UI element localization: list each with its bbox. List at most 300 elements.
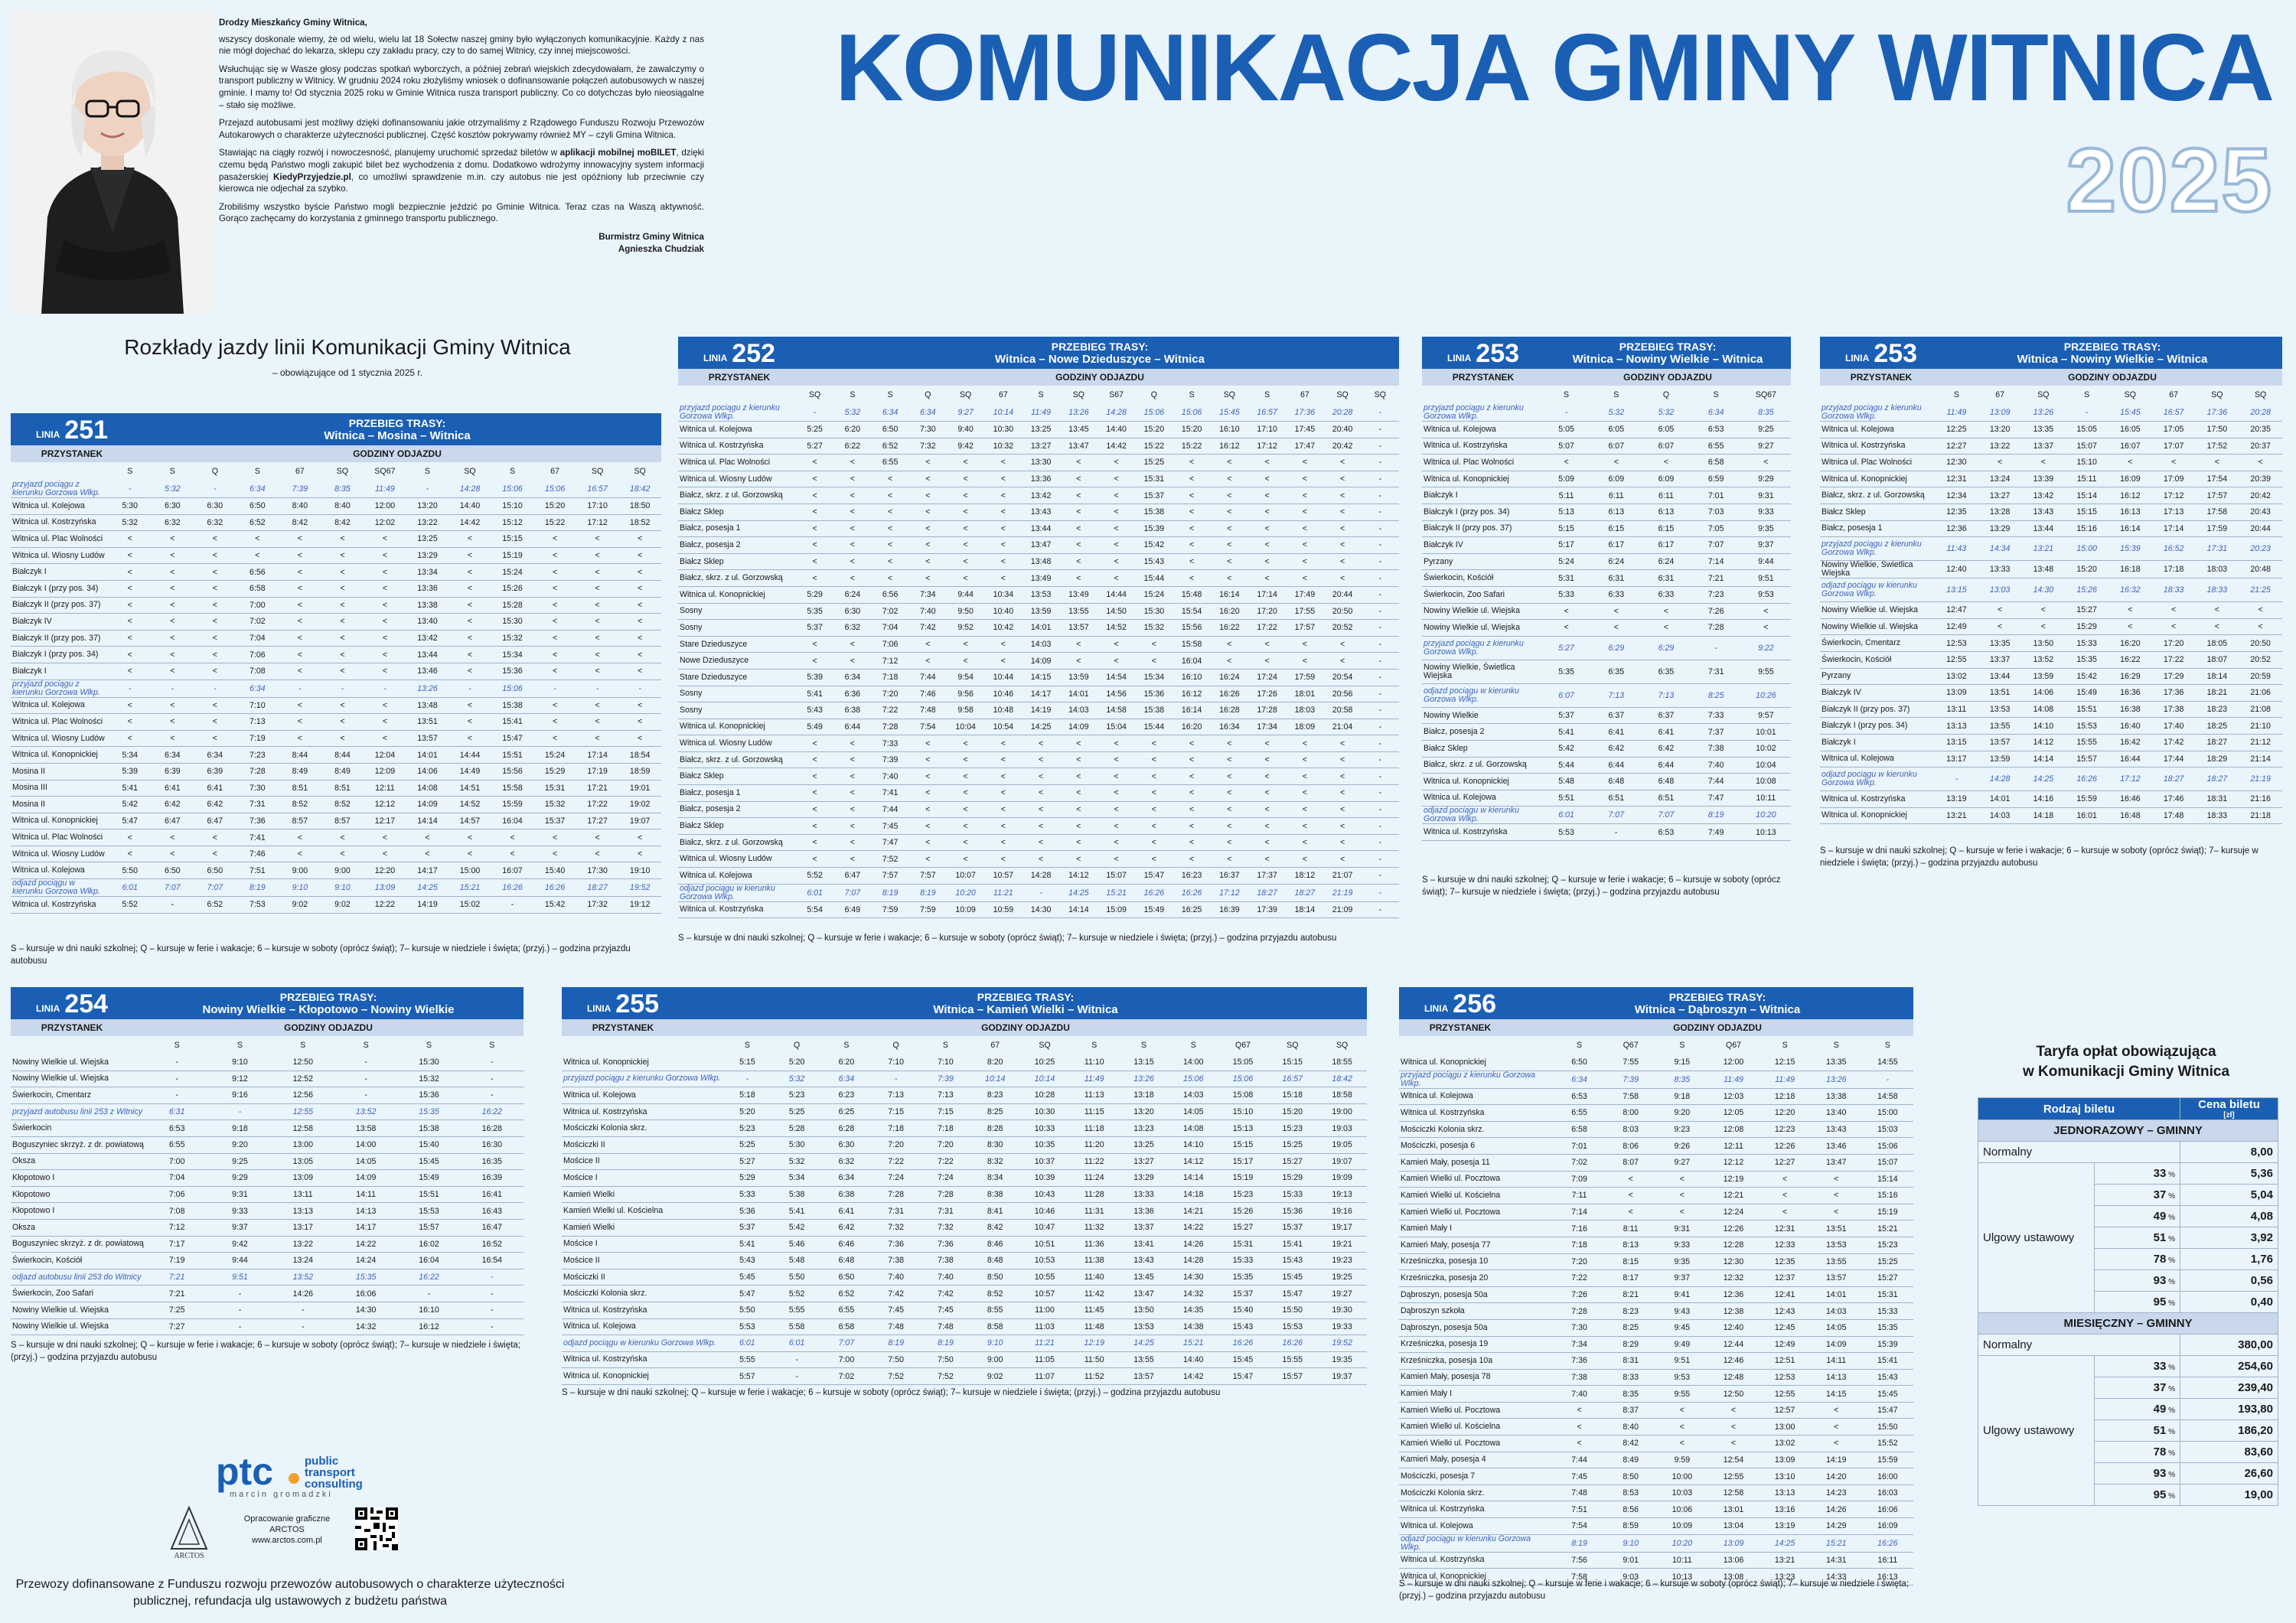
departure-time: <: [1760, 1171, 1811, 1188]
departure-time: <: [1173, 801, 1211, 818]
departure-time: 17:52: [2196, 438, 2239, 455]
departure-time: 5:32: [1591, 404, 1641, 422]
table-row: [11, 797, 661, 813]
departure-time: 13:30: [1022, 455, 1060, 471]
departure-time: 20:52: [2239, 651, 2282, 668]
stop-name: Kamień Mały, posesja 77: [1399, 1237, 1554, 1253]
departure-time: 13:02: [1760, 1436, 1811, 1452]
departure-time: 6:01: [796, 884, 833, 901]
course-type: S: [850, 390, 856, 399]
departure-time: 11:49: [1707, 1071, 1759, 1088]
departure-time: <: [833, 801, 871, 818]
departure-time: 18:31: [2196, 791, 2239, 808]
departure-time: 8:03: [1605, 1121, 1656, 1138]
departure-time: 15:26: [2065, 578, 2108, 602]
percent-sign: %: [2166, 1364, 2175, 1372]
departure-time: 15:09: [1097, 901, 1135, 918]
departure-time: -: [334, 1071, 397, 1087]
stop-name: Mościczki II: [562, 1136, 722, 1153]
departure-time: 8:35: [321, 481, 364, 498]
departure-time: <: [1060, 768, 1097, 785]
departure-time: 16:20: [1211, 603, 1248, 620]
departure-time: 19:35: [1317, 1351, 1367, 1368]
stop-name: odjazd pociągu w kierunku Gorzowa Wlkp.: [1422, 807, 1541, 824]
departure-time: 21:04: [1324, 719, 1362, 735]
percent-sign: %: [2166, 1278, 2175, 1286]
departure-time: 17:12: [1248, 438, 1286, 455]
discount-percent: [2095, 1442, 2180, 1463]
departure-time: -: [208, 1286, 271, 1302]
departure-time: 13:27: [1978, 487, 2022, 504]
departure-time: 14:13: [334, 1203, 397, 1220]
departure-time: <: [576, 714, 619, 731]
percent-sign: %: [2166, 1471, 2175, 1479]
stop-name: Białcz, posesja 1: [678, 520, 796, 537]
departure-time: <: [152, 564, 194, 581]
departure-time: 13:36: [1119, 1203, 1169, 1220]
departure-time: <: [1211, 487, 1248, 504]
departure-time: 17:30: [576, 862, 619, 879]
departure-time: <: [1978, 455, 2022, 471]
departure-time: <: [1211, 520, 1248, 537]
departure-time: <: [364, 714, 406, 731]
stop-name: Witnica ul. Kolejowa: [11, 498, 109, 515]
departure-time: 14:06: [406, 763, 449, 780]
stop-name: Witnica ul. Konopnickiej: [562, 1368, 722, 1385]
departure-time: 17:31: [2196, 537, 2239, 561]
departure-time: <: [1811, 1402, 1862, 1419]
departure-time: 18:33: [2152, 578, 2196, 602]
departure-time: 12:20: [1760, 1105, 1811, 1122]
departure-time: 13:01: [1707, 1501, 1759, 1518]
departure-time: <: [1811, 1204, 1862, 1221]
departure-time: <: [109, 597, 152, 614]
table-row: [11, 580, 661, 597]
departure-time: 13:35: [1978, 635, 2022, 652]
departure-time: 16:04: [397, 1253, 460, 1269]
departure-time: <: [533, 663, 576, 680]
departure-time: 15:22: [1173, 438, 1211, 455]
qr-code-icon[interactable]: [355, 1507, 398, 1550]
departure-time: 13:09: [1935, 685, 1978, 702]
departure-time: <: [909, 471, 947, 487]
departure-time: 13:19: [1760, 1518, 1811, 1535]
departure-time: 5:34: [772, 1170, 822, 1187]
departure-time: 14:17: [334, 1219, 397, 1236]
departure-time: <: [1286, 768, 1323, 785]
departure-time: <: [109, 730, 152, 747]
stop-name: Białcz Sklep: [678, 818, 796, 835]
course-type: S: [843, 1041, 850, 1050]
table-row: [678, 751, 1399, 768]
departure-time: 7:19: [236, 730, 279, 747]
departure-time: 14:06: [2022, 685, 2066, 702]
table-row: [678, 570, 1399, 587]
departure-time: 17:58: [2196, 504, 2239, 520]
departure-time: 19:02: [618, 797, 661, 813]
stop-name: Świerkocin, Kościół: [11, 1253, 145, 1269]
departure-time: <: [576, 730, 619, 747]
departure-time: <: [872, 520, 909, 537]
stop-name: Witnica ul. Plac Wolności: [11, 829, 109, 846]
stop-name: Kłopotowo I: [11, 1203, 145, 1220]
departure-time: 9:44: [1741, 553, 1791, 570]
timetable-header: [562, 987, 1367, 1019]
departure-time: 7:57: [909, 868, 947, 885]
departure-time: 9:41: [1656, 1286, 1707, 1303]
departure-time: 15:49: [1135, 901, 1172, 918]
departure-time: 13:09: [272, 1170, 334, 1187]
departure-time: 13:26: [1060, 404, 1097, 422]
departure-time: 6:01: [1541, 807, 1591, 824]
departure-time: 15:45: [1862, 1386, 1913, 1403]
departure-time: 6:28: [822, 1120, 872, 1137]
departure-time: 18:09: [1286, 719, 1323, 735]
departure-time: 15:35: [1218, 1269, 1268, 1286]
departure-time: 11:13: [1069, 1087, 1119, 1104]
departure-time: 19:33: [1317, 1318, 1367, 1335]
departure-time: 15:47: [1267, 1286, 1317, 1302]
departure-time: <: [1248, 520, 1286, 537]
departure-time: 6:55: [145, 1136, 208, 1153]
departure-time: -: [208, 1103, 271, 1120]
departure-time: 8:57: [279, 813, 321, 829]
table-row: [11, 597, 661, 614]
route-name: Witnica – Nowiny Wielkie – Witnica: [2017, 352, 2208, 366]
departure-time: 17:10: [576, 498, 619, 515]
departure-time: 5:07: [1541, 438, 1591, 455]
departure-time: 16:12: [397, 1318, 460, 1335]
departure-time: <: [576, 580, 619, 597]
departure-time: 11:22: [1069, 1153, 1119, 1170]
departure-time: 16:23: [1173, 868, 1211, 885]
departure-time: 6:13: [1641, 504, 1691, 520]
stop-name: Dąbroszyn, posesja 50a: [1399, 1319, 1554, 1336]
departure-time: 7:18: [872, 669, 909, 686]
table-row: [1399, 1188, 1913, 1204]
departure-time: 12:25: [1935, 422, 1978, 438]
stop-name: Dąbroszyn, posesja 50a: [1399, 1286, 1554, 1303]
departure-time: 7:33: [872, 735, 909, 752]
departure-time: <: [984, 768, 1022, 785]
departure-time: 14:14: [1169, 1170, 1218, 1187]
credit-line: www.arctos.com.pl: [252, 1536, 322, 1545]
departure-time: 6:50: [194, 862, 236, 879]
departure-time: <: [1097, 653, 1135, 670]
table-row: [678, 834, 1399, 851]
departure-time: <: [2239, 602, 2282, 619]
departure-time: 5:09: [1541, 471, 1591, 487]
departure-time: 18:07: [2196, 651, 2239, 668]
departure-time: 13:37: [2022, 438, 2066, 455]
departure-time: <: [109, 714, 152, 731]
departure-time: <: [947, 537, 984, 554]
discount-value: 37: [2153, 1188, 2167, 1201]
departure-time: -: [272, 1302, 334, 1318]
departure-time: 13:48: [1022, 553, 1060, 570]
course-type: S: [1884, 1041, 1890, 1050]
departure-time: 6:30: [152, 498, 194, 515]
discount-percent: [2095, 1377, 2180, 1399]
departure-time: 7:08: [145, 1203, 208, 1220]
departure-time: 16:09: [2108, 471, 2152, 487]
table-row: [11, 1219, 523, 1236]
stop-name: Mosina II: [11, 797, 109, 813]
departure-time: 15:19: [1862, 1204, 1913, 1221]
departure-time: 6:52: [236, 514, 279, 531]
departure-time: 8:50: [970, 1269, 1020, 1286]
departure-time: 14:52: [448, 797, 491, 813]
departure-time: 15:39: [2108, 537, 2152, 561]
departure-time: <: [1135, 751, 1172, 768]
stop-name: Świerkocin, Zoo Safari: [11, 1286, 145, 1302]
stop-name: Witnica ul. Kostrzyńska: [1820, 791, 1935, 808]
table-row: [1422, 620, 1791, 637]
stop-name: Nowe Dzieduszyce: [678, 653, 796, 670]
table-row: [1820, 578, 2282, 602]
departure-time: 15:06: [491, 481, 534, 498]
departure-time: 15:06: [1135, 404, 1172, 422]
departure-time: 6:44: [1591, 757, 1641, 774]
departure-time: 15:38: [1135, 702, 1172, 719]
departure-time: <: [364, 846, 406, 862]
departure-time: 11:20: [1069, 1136, 1119, 1153]
departure-time: 16:01: [2065, 807, 2108, 824]
departure-time: <: [1060, 818, 1097, 835]
course-type: 67: [990, 1041, 1000, 1050]
departure-time: 21:18: [2239, 807, 2282, 824]
timetable-header: [1399, 987, 1913, 1019]
departure-time: <: [1286, 751, 1323, 768]
departure-time: 8:38: [970, 1186, 1020, 1203]
departure-time: 12:49: [1760, 1336, 1811, 1353]
departure-time: 9:10: [208, 1054, 271, 1071]
legend-253-afternoon: S – kursuje w dni nauki szkolnej; Q – kursuje w ferie i wakacje; 6 – kursuje w soboty (oprócz świąt); 7– kursuje w niedziele i święta; (przyj.) – godzina przyjazdu autobusu: [1820, 846, 2258, 868]
departure-time: 5:27: [722, 1153, 772, 1170]
departure-time: 17:46: [2152, 791, 2196, 808]
departure-time: 15:55: [2065, 734, 2108, 751]
departure-time: <: [109, 829, 152, 846]
departure-time: 14:15: [1022, 669, 1060, 686]
departure-time: 14:22: [1169, 1219, 1218, 1236]
table-row: [1399, 1353, 1913, 1370]
timetable-line-254: [11, 987, 523, 1335]
departure-time: 15:15: [1267, 1054, 1317, 1071]
table-row: [11, 547, 661, 564]
departure-time: 15:35: [2065, 651, 2108, 668]
departure-time: 9:29: [208, 1170, 271, 1187]
departure-time: 15:21: [1097, 884, 1135, 901]
departure-time: 10:46: [1020, 1203, 1070, 1220]
stop-name: Białcz Sklep: [678, 768, 796, 785]
departure-time: 12:09: [364, 763, 406, 780]
departure-time: -: [576, 680, 619, 697]
departure-time: 18:33: [2196, 807, 2239, 824]
departure-time: <: [1173, 834, 1211, 851]
departure-time: 9:57: [1741, 707, 1791, 724]
table-row: [562, 1054, 1367, 1071]
departure-time: 16:22: [2108, 651, 2152, 668]
departure-time: 15:44: [1135, 570, 1172, 587]
departure-time: 13:37: [1119, 1219, 1169, 1236]
departure-time: <: [1097, 785, 1135, 802]
ticket-type: Normalny: [1978, 1142, 2180, 1163]
table-row: [1399, 1319, 1913, 1336]
departure-time: 7:38: [921, 1253, 970, 1269]
departure-time: 15:40: [397, 1136, 460, 1153]
departure-time: 5:23: [722, 1120, 772, 1137]
departure-time: 17:20: [1248, 603, 1286, 620]
table-row: [1399, 1138, 1913, 1155]
departure-time: 5:20: [722, 1103, 772, 1120]
table-row: [678, 818, 1399, 835]
departure-time: -: [1362, 735, 1399, 752]
departure-time: 15:21: [1169, 1335, 1218, 1352]
departure-time: 12:18: [1760, 1088, 1811, 1105]
course-type-corner: [11, 462, 109, 481]
departure-time: 15:47: [1862, 1402, 1913, 1419]
departure-time: <: [1211, 735, 1248, 752]
course-type-corner: [11, 1036, 145, 1054]
departure-time: 12:36: [1935, 520, 1978, 537]
departure-time: <: [909, 520, 947, 537]
departure-time: 6:49: [833, 901, 871, 918]
course-type: SQ67: [374, 467, 396, 476]
course-type: S: [1189, 390, 1195, 399]
departure-time: 9:55: [1741, 660, 1791, 683]
departure-time: 14:35: [1169, 1302, 1218, 1318]
departure-time: 15:07: [2065, 438, 2108, 455]
table-row: [11, 614, 661, 631]
departure-time: <: [1022, 751, 1060, 768]
departure-time: 11:00: [1020, 1302, 1070, 1318]
departure-time: 5:57: [722, 1368, 772, 1385]
departure-time: 14:03: [1169, 1087, 1218, 1104]
course-type: S: [1091, 1041, 1097, 1050]
departure-time: 13:21: [2022, 537, 2066, 561]
departure-time: 7:49: [1691, 824, 1741, 841]
stop-name: Świerkocin: [11, 1120, 145, 1137]
discount-percent: [2095, 1356, 2180, 1377]
departure-time: 13:00: [1760, 1419, 1811, 1436]
discount-value: 37: [2153, 1381, 2167, 1394]
departure-time: 6:33: [1591, 586, 1641, 603]
course-type: S: [1264, 390, 1270, 399]
departure-time: 13:50: [1119, 1302, 1169, 1318]
departure-time: 8:44: [279, 747, 321, 764]
departure-time: <: [833, 537, 871, 554]
table-row: [1422, 824, 1791, 841]
table-row: [1399, 1071, 1913, 1088]
departure-time: 14:01: [1978, 791, 2022, 808]
departure-time: <: [1135, 834, 1172, 851]
departure-time: 10:20: [1656, 1534, 1707, 1552]
stop-column-label: PRZYSTANEK: [41, 1022, 103, 1033]
departure-time: <: [1022, 851, 1060, 868]
departure-time: 12:27: [1760, 1154, 1811, 1171]
legend-251: S – kursuje w dni nauki szkolnej; Q – kursuje w ferie i wakacje; 6 – kursuje w soboty (oprócz świąt); 7– kursuje w niedziele i święta; (przyj.) – godzina przyjazdu autobusu: [11, 944, 631, 966]
departure-time: 7:56: [1554, 1552, 1605, 1569]
table-row: [1399, 1171, 1913, 1188]
departure-time: 16:34: [1211, 719, 1248, 735]
departure-time: 11:48: [1069, 1318, 1119, 1335]
stop-name: Witnica ul. Kostrzyńska: [1399, 1501, 1554, 1518]
departure-time: 10:13: [1656, 1569, 1707, 1586]
departure-time: 6:50: [152, 862, 194, 879]
departure-time: 7:51: [236, 862, 279, 879]
departure-time: <: [1097, 801, 1135, 818]
departure-time: 12:52: [272, 1071, 334, 1087]
course-type: S: [127, 467, 133, 476]
departure-time: 11:18: [1069, 1120, 1119, 1137]
departure-time: 7:34: [909, 586, 947, 603]
route-info: [133, 413, 661, 445]
departure-time: <: [364, 647, 406, 663]
line-word: LINIA: [1844, 353, 1870, 363]
letter-paragraph: Wsłuchując się w Wasze głosy podczas spotkań wyborczych, a później zebrań wiejskich zdecydowałam, że zawalczymy o transport publiczny w Witnicy. W grudniu 2024 roku złożyliśmy wniosek o dofinansowanie połączeń autobusowych w naszej gminie. I mamy to! Od stycznia 2025 roku w Gminie Witnica rusza transport publiczny. Co co dotychczas było nieosiągalne – stało się możliwe.: [219, 64, 704, 110]
departure-time: 7:40: [909, 603, 947, 620]
stop-name: Witnica ul. Kolejowa: [562, 1318, 722, 1335]
departure-time: <: [321, 647, 364, 663]
departure-time: <: [448, 663, 491, 680]
stop-name: Mościczki, posesja 6: [1399, 1138, 1554, 1155]
departure-time: 7:37: [1691, 724, 1741, 741]
departure-time: 8:25: [1605, 1319, 1656, 1336]
departure-time: 17:48: [2152, 807, 2196, 824]
departure-time: 8:42: [321, 514, 364, 531]
departure-time: <: [1978, 618, 2022, 635]
departure-time: 13:36: [406, 580, 449, 597]
ticket-type: Ulgowy ustawowy: [1978, 1163, 2095, 1313]
course-type: S: [510, 467, 516, 476]
percent-sign: %: [2166, 1428, 2175, 1436]
stop-name: Kamień Wielki ul. Kościelna: [1399, 1419, 1554, 1436]
timetable-grid: [678, 386, 1399, 918]
departure-time: 10:51: [1020, 1236, 1070, 1253]
departure-time: 8:50: [1605, 1468, 1656, 1485]
course-type-row: [1820, 386, 2282, 404]
departure-time: <: [947, 504, 984, 520]
departure-time: 13:59: [1060, 669, 1097, 686]
departure-time: 13:43: [2022, 504, 2066, 520]
departure-time: 21:16: [2239, 791, 2282, 808]
departure-time: <: [1135, 735, 1172, 752]
table-row: [1399, 1484, 1913, 1501]
departure-time: 6:07: [1591, 438, 1641, 455]
departure-time: 7:40: [921, 1269, 970, 1286]
departure-time: 9:51: [1741, 570, 1791, 587]
timetable-grid: [1820, 386, 2282, 824]
departure-time: 15:55: [1267, 1351, 1317, 1368]
departure-time: <: [796, 768, 833, 785]
departure-time: <: [1324, 834, 1362, 851]
departure-time: <: [1324, 471, 1362, 487]
timetable-line-252: [678, 337, 1399, 918]
departure-time: <: [1173, 818, 1211, 835]
departure-time: 17:55: [1286, 603, 1323, 620]
departure-time: 8:34: [970, 1170, 1020, 1187]
departure-time: <: [796, 553, 833, 570]
departure-time: <: [1211, 570, 1248, 587]
departure-time: <: [1173, 471, 1211, 487]
departure-time: 7:28: [872, 719, 909, 735]
departure-time: -: [208, 1318, 271, 1335]
table-row: [678, 801, 1399, 818]
stop-name: Kłopotowo I: [11, 1170, 145, 1187]
departure-time: 7:23: [1691, 586, 1741, 603]
departure-time: 16:10: [1211, 422, 1248, 438]
departure-time: 5:48: [1541, 774, 1591, 790]
